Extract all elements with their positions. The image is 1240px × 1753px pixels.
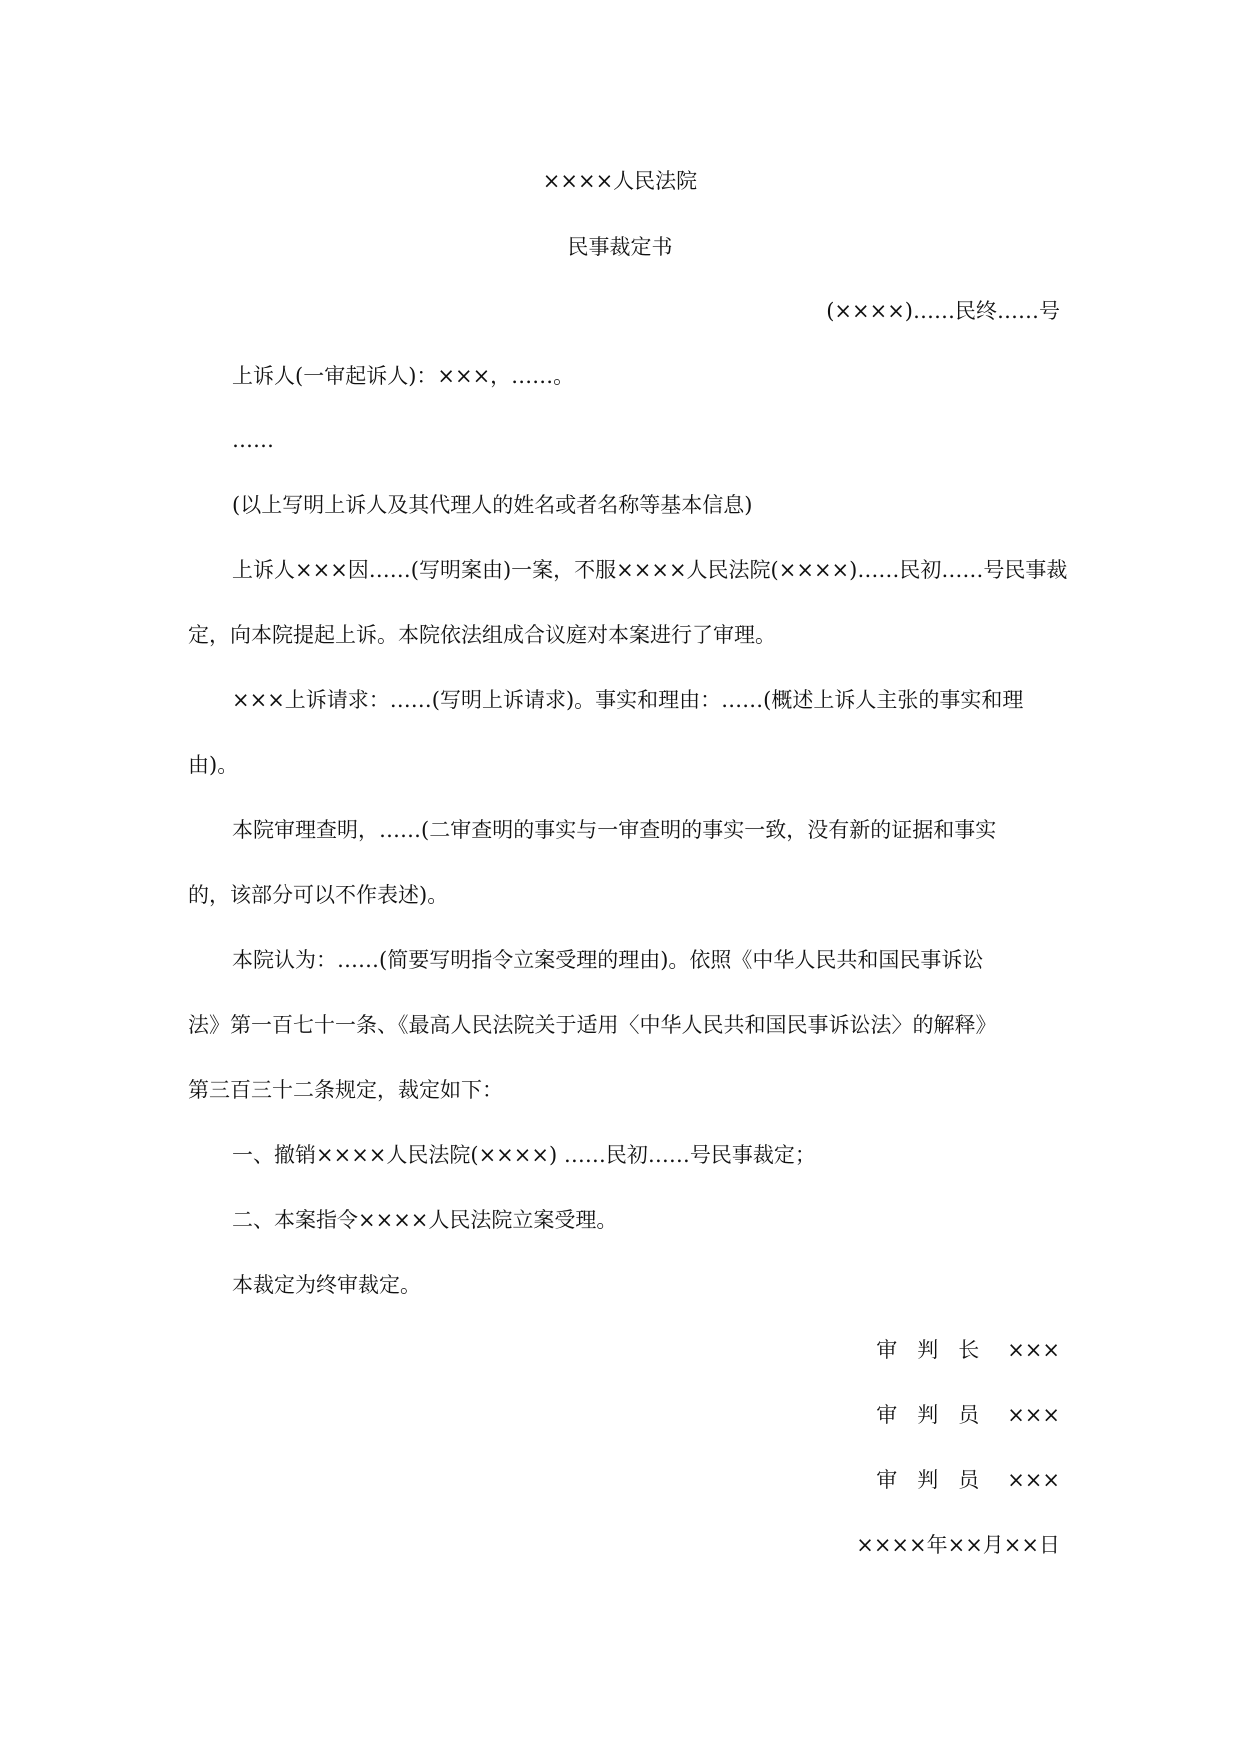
- signature-presiding-judge: [876, 1335, 1060, 1365]
- signature-role: 审判长: [876, 1338, 1000, 1362]
- paragraph-opinion-line-2: 法》第一百七十一条、《最高人民法院关于适用〈中华人民共和国民事诉讼法〉的解释》: [188, 1013, 997, 1037]
- ruling-item-2: 二、本案指令××××人民法院立案受理。: [232, 1208, 618, 1232]
- case-number: (××××)……民终……号: [826, 299, 1060, 323]
- ruling-date: ××××年××月××日: [856, 1533, 1060, 1557]
- signature-name: ×××: [1007, 1403, 1060, 1427]
- paragraph-claims-line-1: ×××上诉请求：……(写明上诉请求)。事实和理由：……(概述上诉人主张的事实和理: [232, 688, 1024, 712]
- paragraph-appellant: 上诉人(一审起诉人)：×××，……。: [232, 364, 575, 388]
- court-title: ××××人民法院: [542, 169, 698, 193]
- paragraph-appeal-line-1: 上诉人×××因……(写明案由)一案，不服××××人民法院(××××)……民初……号民事裁: [232, 558, 1068, 582]
- signature-name: ×××: [1007, 1338, 1060, 1362]
- paragraph-info-note: (以上写明上诉人及其代理人的姓名或者名称等基本信息): [232, 493, 753, 517]
- paragraph-opinion-line-3: 第三百三十二条规定，裁定如下：: [188, 1078, 503, 1102]
- paragraph-findings-line-1: 本院审理查明，……(二审查明的事实与一审查明的事实一致，没有新的证据和事实: [232, 818, 997, 842]
- document-type-title: 民事裁定书: [567, 235, 673, 259]
- signature-name: ×××: [1007, 1468, 1060, 1492]
- paragraph-opinion-line-1: 本院认为：……(简要写明指令立案受理的理由)。依照《中华人民共和国民事诉讼: [232, 948, 984, 972]
- paragraph-ellipsis: ……: [232, 428, 274, 452]
- paragraph-findings-line-2: 的，该部分可以不作表述)。: [188, 883, 449, 907]
- signature-judge-1: [876, 1400, 1060, 1430]
- signature-judge-2: [876, 1465, 1060, 1495]
- paragraph-claims-line-2: 由)。: [188, 753, 239, 777]
- ruling-item-1: 一、撤销××××人民法院(××××) ……民初……号民事裁定；: [232, 1143, 816, 1167]
- final-ruling-statement: 本裁定为终审裁定。: [232, 1273, 421, 1297]
- signature-role: 审判员: [876, 1468, 1000, 1492]
- paragraph-appeal-line-2: 定，向本院提起上诉。本院依法组成合议庭对本案进行了审理。: [188, 623, 776, 647]
- signature-role: 审判员: [876, 1403, 1000, 1427]
